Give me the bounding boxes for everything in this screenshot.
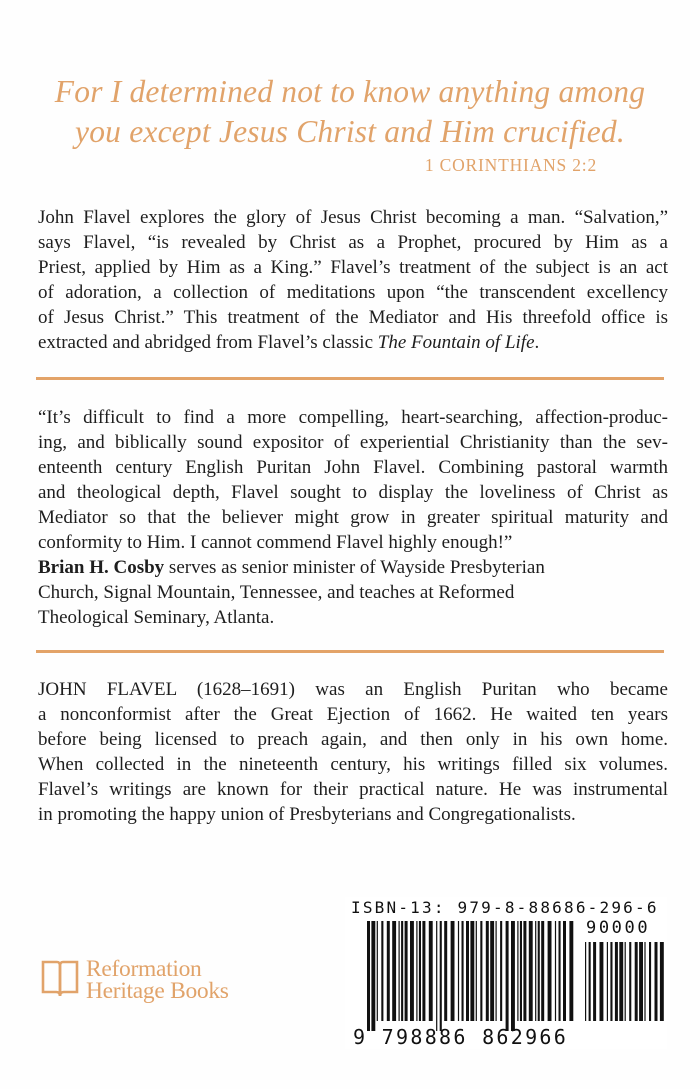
barcode-bar bbox=[655, 942, 658, 1021]
barcode-bar bbox=[563, 921, 566, 1021]
barcode-bar bbox=[458, 921, 459, 1021]
barcode-bar bbox=[506, 921, 509, 1031]
barcode-bar bbox=[520, 921, 522, 1021]
description-line bbox=[38, 330, 668, 355]
barcode-bar bbox=[367, 921, 370, 1031]
barcode-bar bbox=[381, 921, 383, 1021]
barcode-bar bbox=[559, 921, 561, 1021]
barcode-bar bbox=[555, 921, 556, 1021]
barcode-bar bbox=[476, 921, 477, 1021]
barcode-bar bbox=[593, 942, 596, 1021]
divider-rule bbox=[36, 377, 664, 380]
book-description bbox=[38, 205, 668, 355]
barcode-bar bbox=[436, 921, 437, 1031]
barcode-bar bbox=[490, 921, 494, 1021]
endorsement bbox=[38, 405, 668, 630]
barcode-bar bbox=[496, 921, 497, 1021]
biography-line: in promoting the happy union of Presbyterians and Congregationalists. bbox=[38, 804, 576, 825]
book-icon bbox=[40, 958, 80, 1002]
barcode-bar bbox=[444, 921, 447, 1021]
barcode-bar bbox=[480, 921, 482, 1021]
barcode-bar bbox=[440, 921, 442, 1031]
barcode-bar bbox=[649, 942, 651, 1021]
description-line: says Flavel, “is revealed by Christ as a Prophet, procured by Him as a bbox=[38, 232, 668, 253]
barcode-bar bbox=[371, 921, 375, 1031]
endorsement-line: conformity to Him. I cannot commend Flavel highly enough!” bbox=[38, 532, 513, 553]
publisher-name bbox=[86, 958, 229, 1002]
book-title: The Fountain of Life bbox=[377, 332, 535, 353]
endorser-line bbox=[38, 555, 668, 580]
endorser-name: Brian H. Cosby bbox=[38, 557, 165, 578]
ean-digits: 9 798886 862966 bbox=[353, 1025, 569, 1049]
biography-line: a nonconformist after the Great Ejection of 1662. He waited ten years bbox=[38, 704, 668, 725]
description-punct: . bbox=[534, 332, 540, 353]
endorsement-line: and theological depth, Flavel sought to display the loveliness of Christ as bbox=[38, 482, 668, 503]
barcode-bar bbox=[610, 942, 612, 1021]
barcode-bar bbox=[392, 921, 396, 1021]
endorsement-line: “It’s difficult to find a more compelling, heart-searching, affection-produc- bbox=[38, 407, 668, 428]
biography-line: When collected in the nineteenth century, his writings filled six volumes. bbox=[38, 754, 668, 775]
barcode-bar bbox=[422, 921, 425, 1021]
publisher-logo bbox=[40, 958, 229, 1002]
description-line: John Flavel explores the glory of Jesus Christ becoming a man. “Salvation,” bbox=[38, 207, 668, 228]
epigraph-quote bbox=[0, 72, 700, 152]
supplement-barcode-bars bbox=[585, 942, 664, 1021]
description-line: Priest, applied by Him as a King.” Flavel’s treatment of the subject is an act bbox=[38, 257, 668, 278]
barcode-bar bbox=[660, 942, 664, 1021]
barcode-bar bbox=[466, 921, 469, 1021]
barcode-bar bbox=[569, 921, 573, 1021]
barcode-bar bbox=[451, 921, 455, 1021]
description-line: of Jesus Christ.” This treatment of the Mediator and His threefold office is bbox=[38, 307, 668, 328]
barcode-bar bbox=[387, 921, 390, 1021]
epigraph-line-2: you except Jesus Christ and Him crucified. bbox=[75, 114, 625, 149]
endorsement-line: ing, and biblically sound expositor of experiential Christianity than the sev- bbox=[38, 432, 668, 453]
price-supplement-digits: 90000 bbox=[586, 918, 651, 938]
divider-rule bbox=[36, 650, 664, 653]
barcode-bar bbox=[535, 921, 536, 1021]
barcode-bar bbox=[548, 921, 552, 1021]
description-text: extracted and abridged from Flavel’s classic bbox=[38, 332, 378, 353]
endorser-role: serves as senior minister of Wayside Presbyterian bbox=[164, 557, 545, 578]
barcode-bar bbox=[607, 942, 608, 1021]
biography-line: before being licensed to preach again, and then only in his own home. bbox=[38, 729, 668, 750]
barcode-bar bbox=[541, 921, 544, 1021]
barcode-bar bbox=[644, 942, 645, 1021]
barcode-bar bbox=[585, 942, 586, 1021]
barcode-bar bbox=[517, 921, 518, 1021]
barcode-bar bbox=[405, 921, 408, 1021]
barcode-bar bbox=[639, 942, 643, 1021]
endorser-line: Church, Signal Mountain, Tennessee, and teaches at Reformed bbox=[38, 582, 515, 603]
barcode-bar bbox=[429, 921, 433, 1021]
publisher-name-line-1: Reformation bbox=[86, 956, 202, 982]
barcode-bar bbox=[401, 921, 403, 1021]
barcode-bar bbox=[538, 921, 540, 1021]
barcode-bar bbox=[615, 942, 618, 1021]
barcode-bar bbox=[635, 942, 638, 1021]
publisher-name-line-2: Heritage Books bbox=[86, 978, 229, 1004]
barcode-bar bbox=[416, 921, 417, 1021]
barcode-bar bbox=[589, 942, 591, 1021]
ean-barcode-bars bbox=[367, 921, 573, 1031]
description-line: of adoration, a collection of meditations upon “the transcendent excellency bbox=[38, 282, 668, 303]
barcode-bar bbox=[410, 921, 414, 1021]
barcode-bar bbox=[529, 921, 533, 1021]
endorsement-line: Mediator so that the believer might grow in greater spiritual maturity and bbox=[38, 507, 668, 528]
epigraph-reference: 1 CORINTHIANS 2:2 bbox=[424, 155, 597, 175]
barcode-bar bbox=[625, 942, 626, 1021]
barcode-bar bbox=[470, 921, 474, 1021]
barcode-bar bbox=[619, 942, 623, 1021]
isbn-label: ISBN-13: 979-8-88686-296-6 bbox=[351, 898, 659, 917]
barcode-bar bbox=[523, 921, 526, 1021]
author-biography bbox=[38, 677, 668, 827]
epigraph-line-1: For I determined not to know anything among bbox=[54, 74, 646, 109]
barcode-bar bbox=[399, 921, 400, 1021]
barcode-bar bbox=[629, 942, 631, 1021]
barcode-bar bbox=[377, 921, 378, 1021]
endorsement-line: enteenth century English Puritan John Flavel. Combining pastoral warmth bbox=[38, 457, 668, 478]
barcode-bar bbox=[486, 921, 489, 1021]
biography-line: Flavel’s writings are known for their practical nature. He was instrumental bbox=[38, 779, 668, 800]
barcode-bar bbox=[511, 921, 515, 1031]
barcode-bar bbox=[419, 921, 421, 1021]
endorser-line: Theological Seminary, Atlanta. bbox=[38, 607, 275, 628]
barcode-bar bbox=[600, 942, 604, 1021]
biography-line: JOHN FLAVEL (1628–1691) was an English Puritan who became bbox=[38, 679, 668, 700]
barcode-bar bbox=[500, 921, 502, 1021]
barcode-bar bbox=[462, 921, 464, 1021]
